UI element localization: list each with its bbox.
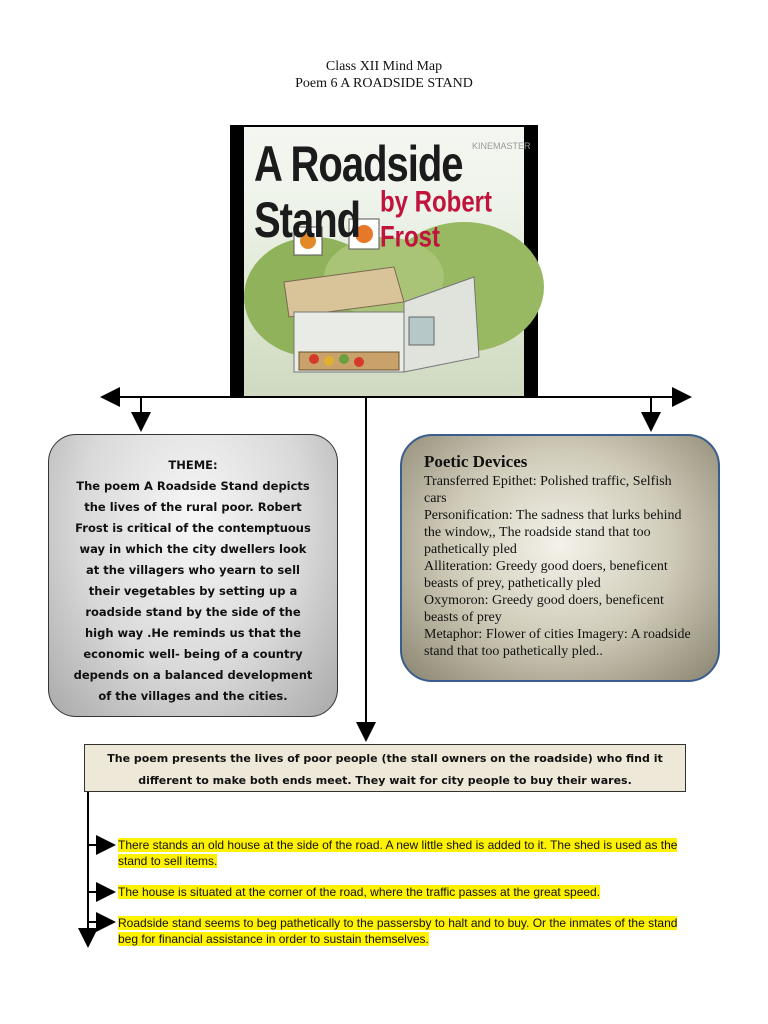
- point-text: There stands an old house at the side of the road. A new little shed is added to it. The shed is used as the stand to sell items.: [118, 838, 678, 868]
- summary-box: The poem presents the lives of poor people (the stall owners on the roadside) who find it different to make both ends meet. They wait for city people to buy their wares.: [84, 744, 686, 792]
- point-item: [118, 837, 678, 869]
- theme-box: [48, 434, 338, 717]
- point-item: [118, 915, 678, 947]
- header-line-2: Poem 6 A ROADSIDE STAND: [295, 76, 473, 91]
- cover-title: A Roadside Stand: [254, 137, 463, 249]
- device-item: Alliteration: Greedy good doers, beneficent beasts of prey, pathetically pled: [424, 559, 668, 591]
- device-item: Oxymoron: Greedy good doers, beneficent beasts of prey: [424, 593, 664, 625]
- poetic-devices-box: [400, 434, 720, 682]
- devices-heading: Poetic Devices: [424, 452, 528, 471]
- device-item: Metaphor: Flower of cities Imagery: A roadside stand that too pathetically pled..: [424, 627, 691, 659]
- point-item: [118, 884, 678, 900]
- header-line-1: Class XII Mind Map: [325, 59, 443, 74]
- theme-text: The poem A Roadside Stand depicts the lives of the rural poor. Robert Frost is critical of the contemptuous way in which the city dwellers look at the villagers who yearn to sell their vegetables by setting up a roadside stand by the side of the high way .He reminds us that the economic well- being of a country depends on a balanced development of the villages and the cities.: [73, 479, 313, 703]
- point-text: The house is situated at the corner of the road, where the traffic passes at the great speed.: [118, 885, 601, 899]
- device-item: Personification: The sadness that lurks behind the window,, The roadside stand that too pathetically pled: [424, 508, 682, 557]
- theme-heading: THEME:: [168, 458, 218, 472]
- point-text: Roadside stand seems to beg pathetically to the passersby to halt and to buy. Or the inmates of the stand beg for financial assistance in order to sustain themselves.: [118, 916, 678, 946]
- device-item: Transferred Epithet: Polished traffic, Selfish cars: [424, 474, 672, 506]
- cover-subtitle: by Robert Frost: [380, 185, 493, 254]
- cover-watermark: KINEMASTER: [472, 141, 531, 151]
